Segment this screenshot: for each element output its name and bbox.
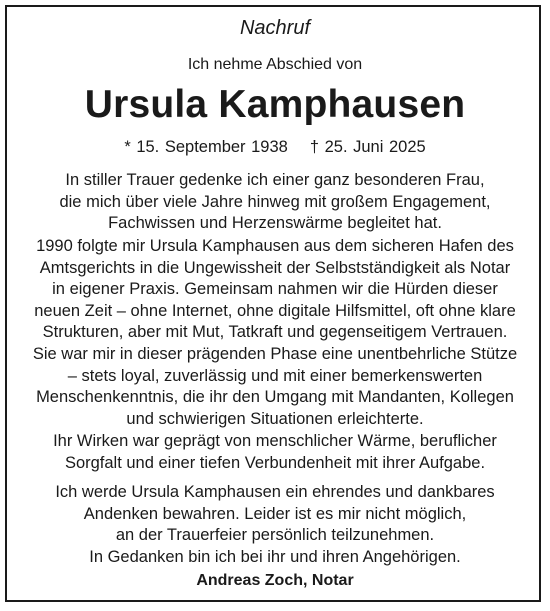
birth-date: * 15. September 1938 xyxy=(124,138,288,156)
text-line: Amtsgerichts in die Ungewissheit der Selbstständigkeit als Notar xyxy=(39,258,511,277)
text-line: – stets loyal, zuverlässig und mit einer bemerkenswerten xyxy=(67,366,483,385)
text-line: und schwierigen Situationen erleichterte. xyxy=(126,409,424,428)
text-line: Fachwissen und Herzenswärme begleitet hat. xyxy=(108,214,442,232)
signature: Andreas Zoch, Notar xyxy=(196,572,354,589)
paragraph-4 xyxy=(0,431,550,474)
text-line: Sorgfalt und einer tiefen Verbundenheit mit ihrer Aufgabe. xyxy=(64,453,486,472)
intro-line: Ich nehme Abschied von xyxy=(187,56,363,73)
text-line: In Gedanken bin ich bei ihr und ihren Angehörigen. xyxy=(89,547,461,566)
text-line: an der Trauerfeier persönlich teilzunehmen. xyxy=(115,526,435,544)
text-line: Menschenkenntnis, die ihr den Umgang mit Mandanten, Kollegen xyxy=(36,388,514,406)
text-line: 1990 folgte mir Ursula Kamphausen aus dem sicheren Hafen des xyxy=(36,237,514,255)
text-line: Ich werde Ursula Kamphausen ein ehrendes und dankbares xyxy=(55,483,495,501)
text-line: Sie war mir in dieser prägenden Phase eine unentbehrliche Stütze xyxy=(32,345,518,363)
death-date: † 25. Juni 2025 xyxy=(309,138,426,156)
text-line: Andenken bewahren. Leider ist es mir nicht möglich, xyxy=(83,504,467,523)
text-line: Strukturen, aber mit Mut, Tatkraft und gegenseitigem Vertrauen. xyxy=(42,323,508,341)
life-dates xyxy=(0,136,550,158)
paragraph-2 xyxy=(0,236,550,344)
text-line: neuen Zeit – ohne Internet, ohne digitale Hilfsmittel, oft ohne klare xyxy=(34,301,516,320)
notice-heading: Nachruf xyxy=(239,17,311,39)
text-line: In stiller Trauer gedenke ich einer ganz besonderen Frau, xyxy=(65,171,485,189)
deceased-name: Ursula Kamphausen xyxy=(84,83,466,126)
paragraph-5 xyxy=(0,482,550,568)
text-line: Ihr Wirken war geprägt von menschlicher Wärme, beruflicher xyxy=(53,432,497,450)
paragraph-3 xyxy=(0,344,550,430)
text-line: in eigener Praxis. Gemeinsam nahmen wir die Hürden dieser xyxy=(52,280,498,298)
paragraph-1 xyxy=(0,170,550,235)
text-line: die mich über viele Jahre hinweg mit großem Engagement, xyxy=(59,192,491,211)
